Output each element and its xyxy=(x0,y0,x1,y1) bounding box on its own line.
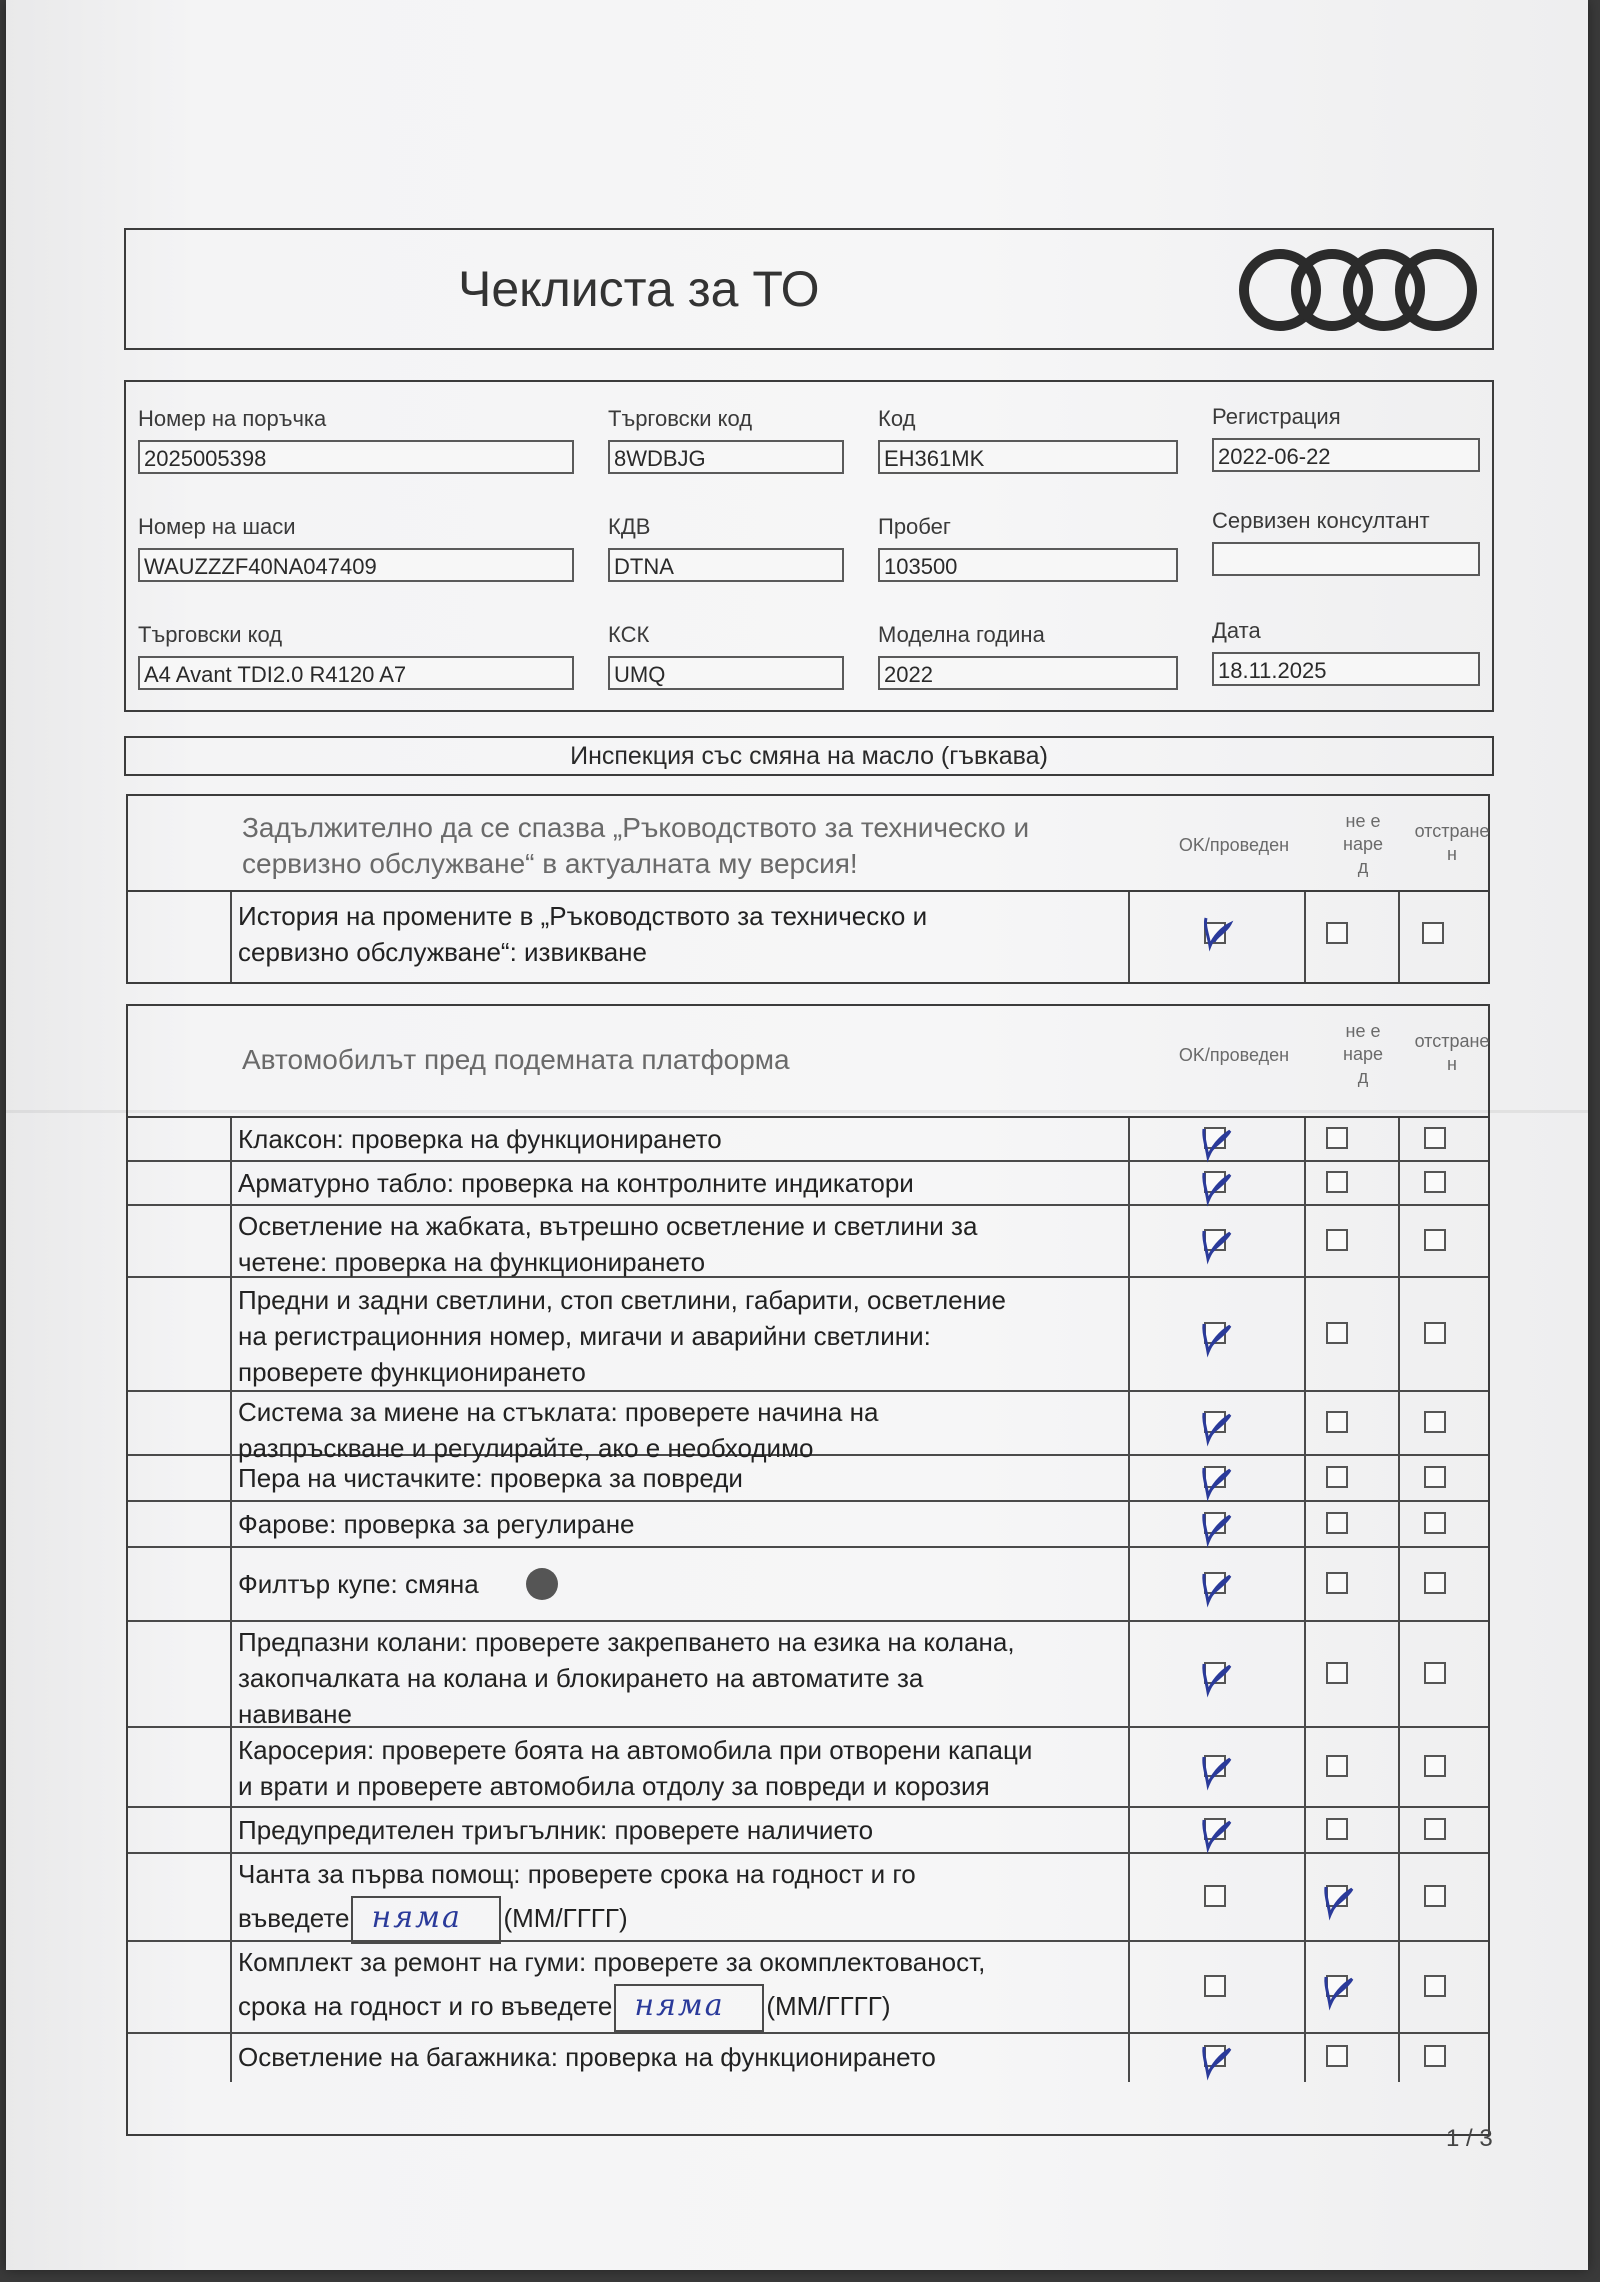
fixed-checkbox[interactable] xyxy=(1424,1466,1446,1488)
table-header-title: Автомобилът пред подемната платформа xyxy=(242,1044,790,1075)
consultant-field xyxy=(1212,508,1480,576)
row-line-prefix: срока на годност и го въведете xyxy=(238,1990,613,2021)
row-line: четене: проверка на функционирането xyxy=(238,1247,706,1277)
row-text xyxy=(238,1812,873,1848)
row-line: История на промените в „Ръководството за техническо и xyxy=(238,901,928,931)
not-ok-checkbox[interactable] xyxy=(1326,1229,1348,1251)
fixed-checkbox[interactable] xyxy=(1424,1322,1446,1344)
not-ok-checkbox[interactable] xyxy=(1326,1662,1348,1684)
handwritten-check-icon xyxy=(1194,1159,1240,1207)
ksk-label: КСК xyxy=(608,622,650,647)
row-line-prefix: въведете xyxy=(238,1902,350,1933)
fixed-checkbox[interactable] xyxy=(1424,1755,1446,1777)
mileage-label: Пробег xyxy=(878,514,951,539)
checklist-row xyxy=(128,1548,1488,1622)
row-text xyxy=(238,1732,1032,1804)
not-ok-checkbox[interactable] xyxy=(1326,1127,1348,1149)
model-code-field xyxy=(138,622,574,690)
kdv-field xyxy=(608,514,844,582)
handwritten-check-icon xyxy=(1194,1310,1240,1358)
expiry-date-input[interactable] xyxy=(614,1984,764,2032)
row-text xyxy=(238,1121,722,1157)
row-line: Предупредителен триъгълник: проверете наличието xyxy=(238,1815,874,1845)
row-line: Комплект за ремонт на гуми: проверете за окомплектованост, xyxy=(238,1947,986,1977)
checklist-row xyxy=(128,1206,1488,1278)
fixed-checkbox[interactable] xyxy=(1424,1662,1446,1684)
table-header xyxy=(128,1006,1488,1118)
registration-field xyxy=(1212,404,1480,472)
header-line: Задължително да се спазва „Ръководството за техническо и xyxy=(242,812,1030,843)
chassis-value: WAUZZZF40NA047409 xyxy=(138,548,574,582)
page-number: 1 / 3 xyxy=(1446,2125,1493,2152)
row-text xyxy=(238,1566,479,1602)
col-ok-header: OK/проведен xyxy=(1178,1045,1290,1065)
col-head-line: наре xyxy=(1343,834,1383,854)
checklist-row xyxy=(128,1808,1488,1854)
not-ok-checkbox[interactable] xyxy=(1326,922,1348,944)
table-header xyxy=(128,796,1488,892)
col-head-line: не е xyxy=(1345,1021,1381,1041)
not-ok-checkbox[interactable] xyxy=(1326,1411,1348,1433)
not-ok-checkbox[interactable] xyxy=(1326,2045,1348,2067)
fixed-checkbox[interactable] xyxy=(1424,1512,1446,1534)
checklist-row xyxy=(128,1278,1488,1392)
fixed-checkbox[interactable] xyxy=(1424,1229,1446,1251)
row-line: на регистрационния номер, мигачи и аварийни светлини: xyxy=(238,1321,931,1351)
trade-code-field xyxy=(608,406,844,474)
row-line-suffix: (ММ/ГГГГ) xyxy=(503,1902,628,1933)
row-text xyxy=(238,1624,1015,1732)
row-text xyxy=(238,1208,977,1280)
not-ok-checkbox[interactable] xyxy=(1326,1755,1348,1777)
order-number-label: Номер на поръчка xyxy=(138,406,327,431)
checklist-row xyxy=(128,1502,1488,1548)
col-head-line: н xyxy=(1447,844,1457,864)
kdv-value: DTNA xyxy=(608,548,844,582)
checklist-row xyxy=(128,1162,1488,1206)
checklist-row xyxy=(128,1392,1488,1463)
mileage-value: 103500 xyxy=(878,548,1178,582)
col-head-line: отстране xyxy=(1414,821,1490,841)
audi-rings-logo xyxy=(1238,240,1478,340)
consultant-value xyxy=(1212,542,1480,576)
code-label: Код xyxy=(878,406,916,431)
handwritten-check-icon xyxy=(1194,1454,1240,1502)
handwritten-check-icon xyxy=(1194,1399,1240,1447)
handwritten-check-icon xyxy=(1194,1500,1240,1548)
code-value: EH361MK xyxy=(878,440,1178,474)
checklist-page xyxy=(6,0,1588,2270)
code-field xyxy=(878,406,1178,474)
handwritten-check-icon xyxy=(1194,1743,1240,1791)
section-title: Инспекция със смяна на масло (гъвкава) xyxy=(124,736,1494,776)
row-line: Филтър купе: смяна xyxy=(238,1569,479,1599)
table-header-title xyxy=(242,810,1029,882)
handwritten-check-icon xyxy=(1194,1115,1240,1163)
col-fixed-header xyxy=(1412,1030,1492,1076)
row-line: и врати и проверете автомобила отдолу за повреди и корозия xyxy=(238,1771,990,1801)
mileage-field xyxy=(878,514,1178,582)
not-ok-checkbox[interactable] xyxy=(1326,1572,1348,1594)
col-head-line: д xyxy=(1357,857,1369,877)
not-ok-checkbox[interactable] xyxy=(1326,1322,1348,1344)
col-notok-header xyxy=(1318,810,1408,879)
col-notok-header xyxy=(1318,1020,1408,1089)
fixed-checkbox[interactable] xyxy=(1424,1885,1446,1907)
row-line: проверете функционирането xyxy=(238,1357,586,1387)
handwritten-check-icon xyxy=(1316,1963,1362,2011)
page-title: Чеклиста за ТО xyxy=(458,261,820,317)
handwritten-check-icon xyxy=(1316,1873,1362,1921)
marker-dot xyxy=(526,1568,558,1600)
title-box xyxy=(124,228,1494,350)
handwritten-value: няма xyxy=(371,1900,462,1935)
date-label: Дата xyxy=(1212,618,1261,643)
registration-value: 2022-06-22 xyxy=(1212,438,1480,472)
not-ok-checkbox[interactable] xyxy=(1326,1466,1348,1488)
row-line: Чанта за първа помощ: проверете срока на годност и го xyxy=(238,1859,916,1889)
expiry-date-input[interactable] xyxy=(351,1896,501,1944)
ok-checkbox[interactable] xyxy=(1204,1885,1226,1907)
ok-checkbox[interactable] xyxy=(1204,1975,1226,1997)
row-text xyxy=(238,1944,985,2032)
chassis-field xyxy=(138,514,574,582)
row-line: Осветление на жабката, вътрешно осветление и светлини за xyxy=(238,1211,978,1241)
col-fixed-header xyxy=(1412,820,1492,866)
row-line: Пера на чистачките: проверка за повреди xyxy=(238,1463,743,1493)
col-head-line: не е xyxy=(1345,811,1381,831)
row-line: сервизно обслужване“: извикване xyxy=(238,937,647,967)
consultant-label: Сервизен консултант xyxy=(1212,508,1430,533)
vehicle-info xyxy=(124,380,1494,712)
fixed-checkbox[interactable] xyxy=(1424,1127,1446,1149)
ksk-field xyxy=(608,622,844,690)
date-value: 18.11.2025 xyxy=(1212,652,1480,686)
trade-code-value: 8WDBJG xyxy=(608,440,844,474)
row-line: закопчалката на колана и блокирането на автоматите за xyxy=(238,1663,924,1693)
row-line: Каросерия: проверете боята на автомобила при отворени капаци xyxy=(238,1735,1033,1765)
row-text xyxy=(238,1856,916,1944)
row-line-suffix: (ММ/ГГГГ) xyxy=(766,1990,891,2021)
chassis-label: Номер на шаси xyxy=(138,514,296,539)
model-year-field xyxy=(878,622,1178,690)
mandatory-table xyxy=(126,794,1490,984)
fixed-checkbox[interactable] xyxy=(1422,922,1444,944)
registration-label: Регистрация xyxy=(1212,404,1341,429)
col-ok-header: OK/проведен xyxy=(1178,835,1290,855)
row-line: Осветление на багажника: проверка на функционирането xyxy=(238,2042,936,2072)
fixed-checkbox[interactable] xyxy=(1424,1411,1446,1433)
checklist-row xyxy=(128,892,1488,982)
row-text xyxy=(238,1282,1006,1390)
col-head-line: наре xyxy=(1343,1044,1383,1064)
handwritten-check-icon xyxy=(1194,1217,1240,1265)
fixed-checkbox[interactable] xyxy=(1424,1818,1446,1840)
checklist-row xyxy=(128,1854,1488,1942)
checklist-row xyxy=(128,1456,1488,1502)
model-year-label: Моделна година xyxy=(878,622,1045,647)
trade-code-label: Търговски код xyxy=(608,406,753,431)
row-line: Предни и задни светлини, стоп светлини, габарити, осветление xyxy=(238,1285,1006,1315)
order-number-value: 2025005398 xyxy=(138,440,574,474)
row-text xyxy=(238,1165,914,1201)
row-text xyxy=(238,898,927,970)
not-ok-checkbox[interactable] xyxy=(1326,1512,1348,1534)
handwritten-check-icon xyxy=(1194,2033,1240,2081)
col-head-line: д xyxy=(1357,1067,1369,1087)
col-head-line: н xyxy=(1447,1054,1457,1074)
model-year-value: 2022 xyxy=(878,656,1178,690)
not-ok-checkbox[interactable] xyxy=(1326,1818,1348,1840)
order-number-field xyxy=(138,406,574,474)
row-text xyxy=(238,2039,936,2075)
handwritten-check-icon xyxy=(1196,906,1242,954)
handwritten-check-icon xyxy=(1194,1806,1240,1854)
fixed-checkbox[interactable] xyxy=(1424,1572,1446,1594)
row-line-with-input xyxy=(238,1896,916,1944)
row-line: Система за миене на стъклата: проверете начина на xyxy=(238,1397,879,1427)
col-head-line: отстране xyxy=(1414,1031,1490,1051)
row-line: навиване xyxy=(238,1699,352,1729)
checklist-row xyxy=(128,2034,1488,2082)
row-text xyxy=(238,1460,743,1496)
row-line-with-input xyxy=(238,1984,985,2032)
checklist-row xyxy=(128,1622,1488,1728)
fixed-checkbox[interactable] xyxy=(1424,1171,1446,1193)
model-code-value: A4 Avant TDI2.0 R4120 A7 xyxy=(138,656,574,690)
model-code-label: Търговски код xyxy=(138,622,283,647)
fixed-checkbox[interactable] xyxy=(1424,1975,1446,1997)
row-line: разпръскване и регулирайте, ако е необходимо xyxy=(238,1433,814,1463)
handwritten-value: няма xyxy=(634,1988,725,2023)
handwritten-check-icon xyxy=(1194,1650,1240,1698)
row-line: Фарове: проверка за регулиране xyxy=(238,1509,635,1539)
ksk-value: UMQ xyxy=(608,656,844,690)
not-ok-checkbox[interactable] xyxy=(1326,1171,1348,1193)
platform-table xyxy=(126,1004,1490,2136)
row-line: Арматурно табло: проверка на контролните индикатори xyxy=(238,1168,914,1198)
row-line: Предпазни колани: проверете закрепването на езика на колана, xyxy=(238,1627,1015,1657)
handwritten-check-icon xyxy=(1194,1560,1240,1608)
checklist-row xyxy=(128,1728,1488,1808)
fixed-checkbox[interactable] xyxy=(1424,2045,1446,2067)
date-field xyxy=(1212,618,1480,686)
header-line: сервизно обслужване“ в актуалната му версия! xyxy=(242,848,858,879)
checklist-row xyxy=(128,1942,1488,2034)
row-text xyxy=(238,1506,635,1542)
row-line: Клаксон: проверка на функционирането xyxy=(238,1124,722,1154)
kdv-label: КДВ xyxy=(608,514,651,539)
checklist-row xyxy=(128,1118,1488,1162)
